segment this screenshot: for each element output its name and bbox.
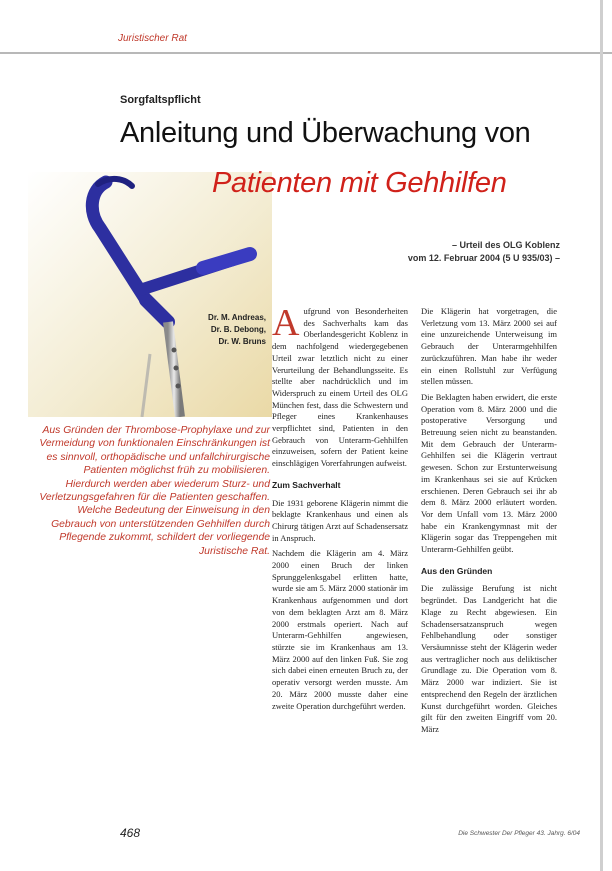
page-edge-shadow	[600, 0, 603, 871]
body-column-right	[421, 306, 557, 740]
article-intro: Aus Gründen der Thrombose-Prophylaxe und zur Vermeidung von funktionalen Einschränkungen ist es sinnvoll, orthopädische und unfallchirurgische Patienten möglichst früh zu mobilisieren. Hierdurch werden aber wiederum Sturz- und Verletzungsgefahren für die Patienten geschaffen. Welche Bedeutung der Einweisung in den Gebrauch von unterstützenden Gehhilfen durch Pflegende zukommt, schildert der vorliegende Juristische Rat.	[39, 425, 270, 557]
body-column-middle	[272, 302, 408, 716]
article-title-line2: Patienten mit Gehhilfen	[212, 167, 507, 199]
body-paragraph: Nachdem die Klägerin am 4. März 2000 einen Bruch der linken Sprunggelenksgabel erlitten hatte, wurde sie am 5. März 2000 stationär im Krankenhaus aufgenommen und dort von dem beklagten Arzt am 8. März 2000 erstmals operiert. Nach auf Unterarm-Gehhilfen angewiesen, stürzte sie im Krankenhaus am 13. März 2000 auf den linken Fuß. Sie zog sich dabei einen erneuten Bruch zu, der operativ versorgt werden musste. Am 20. März 2000 musste daher eine zweite Operation durchgeführt werden.	[272, 548, 408, 711]
author-list	[160, 312, 266, 348]
crutch-photo	[28, 172, 272, 417]
subheading: Zum Sachverhalt	[272, 479, 341, 490]
header-rule	[0, 52, 612, 54]
body-paragraph: Aufgrund von Besonderheiten des Sachverhalts kam das Oberlandesgericht Koblenz in dem nachfolgend wiedergegebenen Urteil zwar letztlich nicht zu einer Verurteilung der Behandlungsseite. Es stellte aber nachdrücklich und im Widerspruch zu einem Urteil des OLG München fest, dass die Schwestern und Pfleger eines Krankenhauses verpflichtet sind, Patienten in den Gebrauch von Unterarm-Gehhilfen einzuweisen, sofern der Patient keine einschlägigen Vorerfahrungen aufweist.	[272, 302, 408, 469]
author-name: Dr. M. Andreas,	[208, 313, 266, 322]
article-topic: Sorgfaltspflicht	[120, 94, 201, 106]
drop-cap: A	[272, 302, 300, 344]
article-title-line1: Anleitung und Überwachung von	[120, 117, 531, 149]
page-top-margin	[0, 0, 612, 14]
source-line2: vom 12. Februar 2004 (5 U 935/03) –	[407, 253, 560, 263]
body-paragraph: Die zulässige Berufung ist nicht begründet. Das Landgericht hat die Klage zu Recht abgewiesen. Ein Schadensersatzanspruch wegen Fehlbehandlung oder sonstiger Versäumnisse steht der Klägerin weder aus vertraglicher noch aus deliktischer Grundlage zu. Die Operation vom 8. März 2000 war indiziert. Sie ist entsprechend den Regeln der ärztlichen Kunst durchgeführt worden. Gleiches gilt für den zweiten Eingriff vom 20. März	[421, 583, 557, 734]
author-name: Dr. B. Debong,	[210, 325, 266, 334]
body-paragraph: Die Beklagten haben erwidert, die erste Operation vom 8. März 2000 und die postoperative Versorgung und Betreuung seien nicht zu beanstanden. Mit dem Gebrauch der Unterarm-Gehhilfen sei die Klägerin vertraut gewesen. Schon zur Erstunterweisung im Krankenhaus sei sie auf Krücken erschienen. Deren Gebrauch sei ihr ab dem 8. März 2000 erläutert worden. Vor dem Unfall vom 13. März 2000 habe ein Krankengymnast mit der Klägerin sogar das Treppengehen mit Unterarm-Gehhilfen geübt.	[421, 391, 557, 555]
body-paragraph: Die 1931 geborene Klägerin nimmt die beklagte Krankenhaus und einen als Chirurg tätigen Arzt auf Schadensersatz in Anspruch.	[272, 497, 408, 543]
page-number: 468	[120, 826, 141, 840]
body-paragraph: Die Klägerin hat vorgetragen, die Verletzung vom 13. März 2000 sei auf eine unzureichende Unterweisung im Gebrauch der Unterarmgehhilfen zurückzuführen. Man habe ihr weder ein einen Rollstuhl zur Verfügung stellen müssen.	[421, 306, 557, 387]
author-name: Dr. W. Bruns	[218, 337, 266, 346]
section-label: Juristischer Rat	[118, 33, 187, 44]
subheading: Aus den Gründen	[421, 565, 493, 576]
source-line1: – Urteil des OLG Koblenz	[451, 240, 560, 250]
journal-footer: Die Schwester Der Pfleger 43. Jahrg. 6/04	[458, 830, 580, 837]
